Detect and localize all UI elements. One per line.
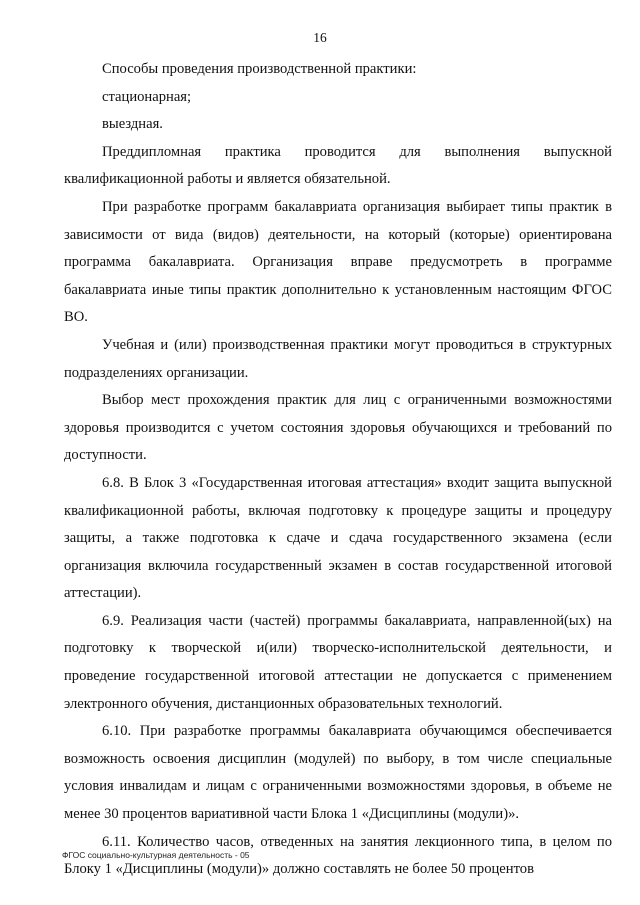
paragraph-practice-types: При разработке программ бакалавриата организация выбирает типы практик в зависимости от вида (видов) деятельности, на который (которые) ориентирована программа бакалавриата. Организация вправе предусмотреть в программе бакалавриата иные типы практик дополнительно к установленным настоящим ФГОС ВО. [64, 198, 612, 326]
paragraph-prediploma: Преддипломная практика проводится для выполнения выпускной квалификационной работы и является обязательной. [64, 143, 612, 188]
paragraph-6-11: 6.11. Количество часов, отведенных на занятия лекционного типа, в целом по Блоку 1 «Дисциплины (модули)» должно составлять не более 50 процентов [64, 833, 612, 878]
page-footer: ФГОС социально-культурная деятельность - 05 [62, 850, 250, 860]
paragraph-practice-methods: Способы проведения производственной практики: [102, 61, 417, 77]
list-item-field: выездная. [102, 116, 163, 133]
paragraph-disability-places: Выбор мест прохождения практик для лиц с ограниченными возможностями здоровья производится с учетом состояния здоровья обучающихся и требований по доступности. [64, 392, 612, 464]
paragraph-6-8: 6.8. В Блок 3 «Государственная итоговая аттестация» входит защита выпускной квалификационной работы, включая подготовку к процедуре защиты и процедуру защиты, а также подготовка к сдаче и сдача государственного экзамена (если организация включила государственный экзамен в состав государственной итоговой аттестации). [64, 474, 612, 602]
list-item-stationary: стационарная; [102, 88, 192, 105]
document-body [64, 56, 612, 884]
page-number: 16 [313, 30, 327, 45]
paragraph-6-9: 6.9. Реализация части (частей) программы бакалавриата, направленной(ых) на подготовку к творческой и(или) творческо-исполнительской деятельности, и проведение государственной итоговой аттестации не допускается с применением электронного обучения, дистанционных образовательных технологий. [64, 612, 612, 712]
paragraph-structural-units: Учебная и (или) производственная практики могут проводиться в структурных подразделениях организации. [64, 336, 612, 381]
paragraph-6-10: 6.10. При разработке программы бакалавриата обучающимся обеспечивается возможность освоения дисциплин (модулей) по выбору, в том числе специальные условия инвалидам и лицам с ограниченными возможностями здоровья, в объеме не менее 30 процентов вариативной части Блока 1 «Дисциплины (модули)». [64, 723, 612, 823]
